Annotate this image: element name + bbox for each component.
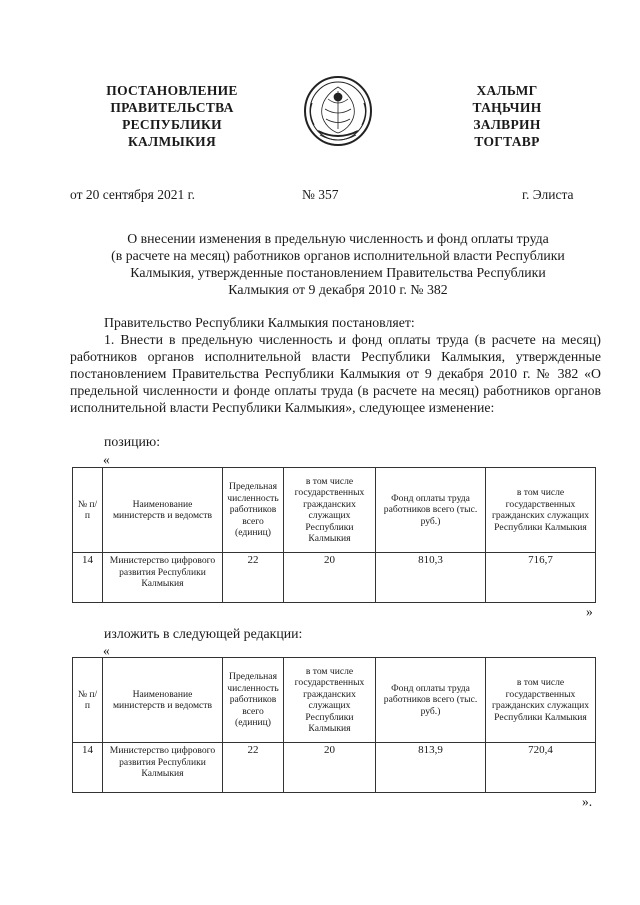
open-quote: «	[103, 452, 110, 467]
col-header-name: Наименование министерств и ведомств	[103, 468, 223, 553]
col-header-number: № п/п	[73, 658, 103, 743]
resolution-intro: Правительство Республики Калмыкия постановляет:	[104, 315, 415, 330]
close-quote-final: ».	[582, 794, 593, 809]
title-line: О внесении изменения в предельную численность и фонд оплаты труда	[127, 231, 549, 246]
table-row	[73, 743, 596, 793]
table-header-row	[73, 468, 596, 553]
position-label: позицию:	[104, 434, 161, 449]
cell-payroll-civil: 716,7	[486, 553, 596, 603]
col-header-payroll: Фонд оплаты труда работников всего (тыс. руб.)	[376, 468, 486, 553]
close-quote: »	[586, 604, 593, 619]
col-header-payroll-civil: в том числе государственных гражданских служащих Республики Калмыкия	[486, 658, 596, 743]
cell-number: 14	[73, 553, 103, 603]
col-header-payroll: Фонд оплаты труда работников всего (тыс. руб.)	[376, 658, 486, 743]
header-right-line: ХАЛЬМГ	[476, 83, 538, 98]
table-header-row	[73, 658, 596, 743]
header-right	[446, 82, 568, 150]
title-line: Калмыкия от 9 декабря 2010 г. № 382	[228, 282, 448, 297]
cell-headcount-civil: 20	[284, 553, 376, 603]
cell-headcount: 22	[223, 743, 284, 793]
document-place: г. Элиста	[522, 187, 574, 202]
header-right-line: ЗАЛВРИН	[473, 117, 541, 132]
new-edition-label: изложить в следующей редакции:	[104, 626, 303, 641]
col-header-headcount: Предельная численность работников всего (единиц)	[223, 658, 284, 743]
new-position-table	[72, 657, 596, 793]
cell-payroll: 813,9	[376, 743, 486, 793]
document-number: № 357	[302, 187, 339, 202]
header-left	[96, 82, 248, 150]
header-right-line: ТОГТАВР	[474, 134, 540, 149]
col-header-number: № п/п	[73, 468, 103, 553]
old-position-table	[72, 467, 596, 603]
col-header-headcount-civil: в том числе государственных гражданских служащих Республики Калмыкия	[284, 658, 376, 743]
coat-of-arms-icon	[298, 73, 378, 149]
document-title	[70, 230, 606, 298]
col-header-payroll-civil: в том числе государственных гражданских служащих Республики Калмыкия	[486, 468, 596, 553]
open-quote: «	[103, 643, 110, 658]
cell-name: Министерство цифрового развития Республики Калмыкия	[103, 743, 223, 793]
cell-headcount-civil: 20	[284, 743, 376, 793]
cell-payroll: 810,3	[376, 553, 486, 603]
header-left-line: РЕСПУБЛИКИ	[122, 117, 222, 132]
col-header-headcount: Предельная численность работников всего (единиц)	[223, 468, 284, 553]
resolution-item-1: 1. Внести в предельную численность и фонд оплаты труда (в расчете на месяц) работников органов исполнительной власти Республики Калмыкия, утвержденные постановлением Правительства Республики Калмыкия от 9 декабря 2010 г. № 382 «О предельной численности и фонде оплаты труда (в расчете на месяц) работников органов исполнительной власти Республики Калмыкия», следующее изменение:	[70, 332, 601, 415]
cell-headcount: 22	[223, 553, 284, 603]
title-line: Калмыкия, утвержденные постановлением Правительства Республики	[130, 265, 546, 280]
cell-number: 14	[73, 743, 103, 793]
cell-payroll-civil: 720,4	[486, 743, 596, 793]
col-header-headcount-civil: в том числе государственных гражданских служащих Республики Калмыкия	[284, 468, 376, 553]
col-header-name: Наименование министерств и ведомств	[103, 658, 223, 743]
header-right-line: ТАҢЬЧИН	[472, 100, 542, 115]
cell-name: Министерство цифрового развития Республики Калмыкия	[103, 553, 223, 603]
header-left-line: КАЛМЫКИЯ	[127, 134, 217, 149]
table-row	[73, 553, 596, 603]
title-line: (в расчете на месяц) работников органов исполнительной власти Республики	[111, 248, 565, 263]
header-left-line: ПРАВИТЕЛЬСТВА	[110, 100, 234, 115]
document-date: от 20 сентября 2021 г.	[70, 187, 195, 202]
header-left-line: ПОСТАНОВЛЕНИЕ	[106, 83, 238, 98]
